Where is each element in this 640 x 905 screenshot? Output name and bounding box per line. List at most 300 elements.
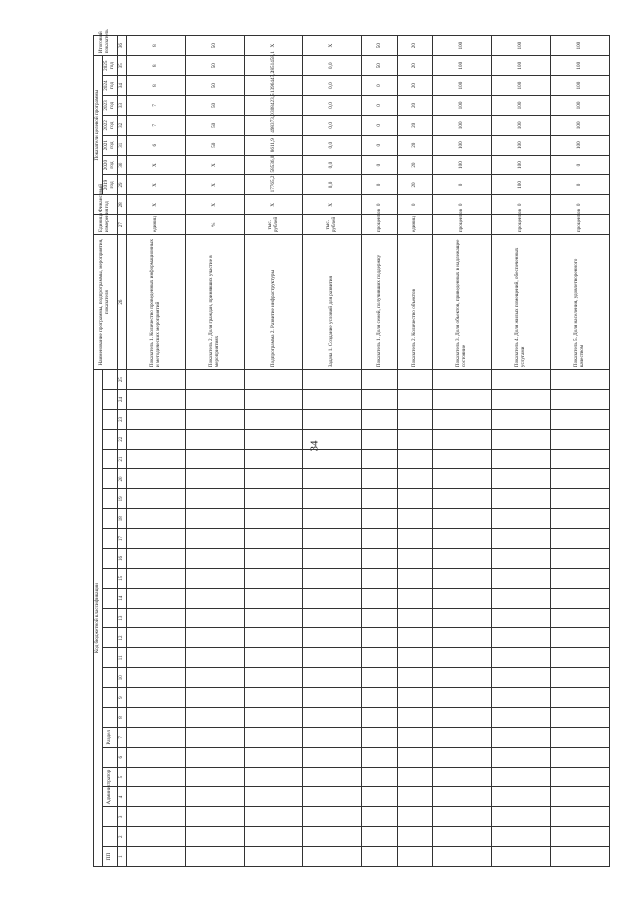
code-subheader: [102, 370, 117, 390]
code-cell: [492, 549, 551, 569]
code-cell: [397, 747, 432, 767]
indicators-table: [93, 29, 610, 867]
code-cell: [492, 529, 551, 549]
code-cell: [126, 767, 185, 787]
column-number: 14: [117, 588, 126, 608]
code-cell: [244, 628, 303, 648]
year-header: 2022 год: [102, 115, 117, 135]
indicator-name: Показатель 1. Количество проведенных информационных и методических мероприятий: [126, 235, 185, 370]
year-header: 2023 год: [102, 96, 117, 116]
code-cell: [303, 509, 362, 529]
code-cell: [397, 390, 432, 410]
code-cell: [433, 787, 492, 807]
code-cell: [303, 588, 362, 608]
code-cell: [362, 449, 397, 469]
column-number: 24: [117, 390, 126, 410]
code-cell: [551, 787, 610, 807]
name-header: Наименование программы, подпрограммы, мероприятия, показателя: [94, 235, 118, 370]
finance-cell: Х: [244, 195, 303, 215]
code-subheader: [102, 668, 117, 688]
code-cell: [126, 449, 185, 469]
final-value: 100: [551, 36, 610, 56]
code-cell: [551, 648, 610, 668]
year-value: 20: [397, 115, 432, 135]
code-subheader: [102, 469, 117, 489]
code-cell: [433, 529, 492, 549]
code-cell: [244, 549, 303, 569]
code-cell: [492, 668, 551, 688]
column-number: 3: [117, 807, 126, 827]
code-subheader: [102, 429, 117, 449]
code-cell: [397, 409, 432, 429]
year-value: Х: [126, 175, 185, 195]
column-number: 22: [117, 429, 126, 449]
year-value: 20: [397, 155, 432, 175]
code-cell: [551, 628, 610, 648]
year-value: 50: [185, 76, 244, 96]
final-value: 50: [185, 36, 244, 56]
code-cell: [397, 708, 432, 728]
code-cell: [397, 469, 432, 489]
year-value: 100: [433, 76, 492, 96]
code-cell: [244, 588, 303, 608]
code-cell: [492, 409, 551, 429]
code-cell: [303, 568, 362, 588]
column-number: 29: [117, 175, 126, 195]
year-value: 100: [492, 76, 551, 96]
code-cell: [433, 608, 492, 628]
unit-cell: тыс. рублей: [303, 215, 362, 235]
indicator-name: Показатель 5. Доля населения, удовлетворенного качеством: [551, 235, 610, 370]
code-cell: [126, 429, 185, 449]
code-cell: [492, 767, 551, 787]
year-value: 100: [492, 96, 551, 116]
code-cell: [492, 847, 551, 867]
code-cell: [551, 608, 610, 628]
code-subheader: [102, 568, 117, 588]
code-cell: [303, 628, 362, 648]
year-value: 8: [126, 76, 185, 96]
code-cell: [126, 727, 185, 747]
year-value: 0: [362, 96, 397, 116]
code-subheader: [102, 449, 117, 469]
column-number: 18: [117, 509, 126, 529]
final-value: 100: [492, 36, 551, 56]
code-cell: [126, 568, 185, 588]
code-cell: [433, 747, 492, 767]
code-cell: [244, 827, 303, 847]
year-value: 100: [551, 135, 610, 155]
indicator-name: Показатель 3. Доля объектов, приведенных в надлежащее состояние: [433, 235, 492, 370]
code-cell: [397, 370, 432, 390]
code-cell: [303, 489, 362, 509]
year-value: 50: [362, 56, 397, 76]
code-cell: [551, 409, 610, 429]
finance-header: Финансовый год: [94, 195, 118, 215]
code-cell: [433, 807, 492, 827]
year-value: 308423,5: [244, 96, 303, 116]
code-subheader: [102, 390, 117, 410]
finance-cell: 0: [433, 195, 492, 215]
table-row: [492, 36, 551, 867]
code-cell: [551, 688, 610, 708]
code-cell: [397, 588, 432, 608]
code-cell: [362, 529, 397, 549]
column-number: 32: [117, 115, 126, 135]
code-cell: [433, 370, 492, 390]
table-row: [126, 36, 185, 867]
code-cell: [397, 787, 432, 807]
year-value: Х: [185, 155, 244, 175]
code-cell: [244, 608, 303, 628]
code-cell: [244, 847, 303, 867]
code-cell: [303, 827, 362, 847]
code-cell: [126, 390, 185, 410]
code-cell: [492, 429, 551, 449]
column-number: 10: [117, 668, 126, 688]
year-value: 1851458,1: [244, 56, 303, 76]
year-value: 100: [492, 115, 551, 135]
code-cell: [185, 847, 244, 867]
code-cell: [433, 489, 492, 509]
code-cell: [397, 648, 432, 668]
code-cell: [551, 549, 610, 569]
year-value: 498373,0: [244, 115, 303, 135]
code-subheader: [102, 588, 117, 608]
pp-header: ПП: [102, 847, 117, 867]
year-value: 50: [185, 135, 244, 155]
code-subheader: [102, 529, 117, 549]
code-cell: [303, 727, 362, 747]
column-number: 28: [117, 195, 126, 215]
code-cell: [397, 509, 432, 529]
year-value: 100: [492, 56, 551, 76]
code-subheader: [102, 608, 117, 628]
column-number: 19: [117, 489, 126, 509]
code-cell: [185, 370, 244, 390]
code-cell: [244, 509, 303, 529]
year-value: 0,0: [303, 175, 362, 195]
code-cell: [362, 588, 397, 608]
indicator-name: Показатель 2. Доля граждан, принявших участие в мероприятиях: [185, 235, 244, 370]
year-value: 0,0: [303, 76, 362, 96]
code-cell: [244, 529, 303, 549]
code-cell: [397, 429, 432, 449]
unit-cell: процентов: [492, 215, 551, 235]
code-cell: [433, 568, 492, 588]
year-value: 50: [185, 56, 244, 76]
code-cell: [397, 847, 432, 867]
final-header: Итоговый показатель: [94, 36, 118, 56]
code-cell: [492, 449, 551, 469]
year-value: 100: [551, 96, 610, 116]
year-value: Х: [185, 175, 244, 195]
year-value: 0: [433, 175, 492, 195]
column-number: 27: [117, 215, 126, 235]
code-cell: [185, 549, 244, 569]
year-value: 100: [551, 56, 610, 76]
column-number: 9: [117, 688, 126, 708]
code-cell: [397, 668, 432, 688]
code-subheader: [102, 827, 117, 847]
year-value: 7: [126, 96, 185, 116]
column-number: 35: [117, 56, 126, 76]
code-cell: [492, 747, 551, 767]
code-cell: [126, 509, 185, 529]
unit-cell: тыс. рублей: [244, 215, 303, 235]
column-number: 13: [117, 608, 126, 628]
code-cell: [185, 529, 244, 549]
code-cell: [433, 549, 492, 569]
code-subheader: [102, 409, 117, 429]
column-number: 12: [117, 628, 126, 648]
column-number: 11: [117, 648, 126, 668]
code-cell: [126, 688, 185, 708]
column-number: 21: [117, 449, 126, 469]
code-cell: [185, 489, 244, 509]
year-value: Х: [126, 155, 185, 175]
code-subheader: [102, 648, 117, 668]
code-cell: [397, 688, 432, 708]
code-cell: [244, 787, 303, 807]
code-cell: [303, 688, 362, 708]
code-cell: [303, 529, 362, 549]
year-value: 100: [551, 76, 610, 96]
code-cell: [185, 727, 244, 747]
code-cell: [185, 747, 244, 767]
finance-cell: 0: [492, 195, 551, 215]
code-cell: [551, 747, 610, 767]
code-cell: [362, 727, 397, 747]
code-cell: [551, 767, 610, 787]
code-cell: [433, 409, 492, 429]
code-cell: [126, 747, 185, 767]
code-cell: [303, 608, 362, 628]
table-row: [244, 36, 303, 867]
code-cell: [397, 767, 432, 787]
code-cell: [433, 429, 492, 449]
code-cell: [185, 668, 244, 688]
finance-cell: 0: [362, 195, 397, 215]
column-number: 4: [117, 787, 126, 807]
code-cell: [244, 708, 303, 728]
column-number: 2: [117, 827, 126, 847]
code-cell: [397, 727, 432, 747]
table-row: [303, 36, 362, 867]
code-cell: [362, 767, 397, 787]
code-cell: [126, 628, 185, 648]
code-cell: [397, 568, 432, 588]
code-cell: [433, 668, 492, 688]
code-cell: [492, 608, 551, 628]
year-value: 20: [397, 56, 432, 76]
code-cell: [397, 489, 432, 509]
year-value: 17765,2: [244, 175, 303, 195]
code-cell: [492, 727, 551, 747]
code-cell: [362, 370, 397, 390]
year-value: 0: [362, 175, 397, 195]
finance-cell: Х: [185, 195, 244, 215]
code-cell: [244, 767, 303, 787]
column-number: 31: [117, 135, 126, 155]
year-value: 58536,0: [244, 155, 303, 175]
code-cell: [492, 827, 551, 847]
code-cell: [244, 409, 303, 429]
code-cell: [303, 648, 362, 668]
year-value: 100: [433, 56, 492, 76]
year-header: 2021 год: [102, 135, 117, 155]
code-cell: [244, 727, 303, 747]
code-cell: [303, 449, 362, 469]
code-cell: [185, 568, 244, 588]
indicator-name: Показатель 4. Доля жилых помещений, обеспеченных услугами: [492, 235, 551, 370]
table-row: [433, 36, 492, 867]
code-cell: [551, 529, 610, 549]
code-cell: [492, 390, 551, 410]
year-header: 2025 год: [102, 56, 117, 76]
unit-cell: процентов: [362, 215, 397, 235]
code-cell: [244, 449, 303, 469]
code-subheader: [102, 549, 117, 569]
year-value: 20: [397, 135, 432, 155]
code-cell: [126, 787, 185, 807]
code-cell: [244, 568, 303, 588]
year-value: 20: [397, 96, 432, 116]
admin-header: Администратор: [102, 787, 117, 807]
year-value: 0,0: [303, 96, 362, 116]
column-number: 15: [117, 568, 126, 588]
code-cell: [244, 390, 303, 410]
year-value: 100: [433, 155, 492, 175]
code-cell: [362, 807, 397, 827]
table-row: [362, 36, 397, 867]
code-cell: [433, 628, 492, 648]
code-cell: [433, 588, 492, 608]
column-number: 23: [117, 409, 126, 429]
code-cell: [126, 370, 185, 390]
year-value: 1396447,2: [244, 76, 303, 96]
code-cell: [492, 509, 551, 529]
page-number: 34: [308, 440, 321, 452]
code-cell: [244, 688, 303, 708]
code-cell: [433, 688, 492, 708]
column-number: 33: [117, 96, 126, 116]
year-value: 100: [433, 135, 492, 155]
code-cell: [303, 708, 362, 728]
code-cell: [492, 628, 551, 648]
code-cell: [185, 409, 244, 429]
column-number: 36: [117, 36, 126, 56]
code-cell: [126, 608, 185, 628]
code-subheader: [102, 509, 117, 529]
column-number: 30: [117, 155, 126, 175]
code-cell: [492, 708, 551, 728]
code-cell: [303, 847, 362, 867]
column-number: 1: [117, 847, 126, 867]
code-cell: [126, 469, 185, 489]
code-cell: [244, 489, 303, 509]
indicator-name: Показатель 1. Доля семей, получивших поддержку: [362, 235, 397, 370]
code-cell: [126, 827, 185, 847]
year-value: 0,0: [303, 56, 362, 76]
code-cell: [397, 628, 432, 648]
code-cell: [433, 449, 492, 469]
code-cell: [244, 807, 303, 827]
code-cell: [492, 568, 551, 588]
code-cell: [185, 767, 244, 787]
column-number: 26: [117, 235, 126, 370]
column-number: 25: [117, 370, 126, 390]
code-cell: [397, 529, 432, 549]
unit-cell: процентов: [551, 215, 610, 235]
code-cell: [185, 648, 244, 668]
code-cell: [185, 827, 244, 847]
code-cell: [433, 469, 492, 489]
column-number: 17: [117, 529, 126, 549]
code-subheader: [102, 807, 117, 827]
finance-cell: Х: [303, 195, 362, 215]
code-cell: [303, 767, 362, 787]
code-cell: [433, 708, 492, 728]
code-cell: [244, 429, 303, 449]
year-value: 0,0: [303, 135, 362, 155]
code-cell: [492, 688, 551, 708]
code-cell: [362, 429, 397, 449]
year-value: 0,0: [303, 115, 362, 135]
final-value: Х: [303, 36, 362, 56]
code-cell: [362, 747, 397, 767]
unit-cell: единиц: [397, 215, 432, 235]
code-cell: [551, 588, 610, 608]
code-cell: [397, 549, 432, 569]
column-number: 20: [117, 469, 126, 489]
code-cell: [362, 847, 397, 867]
code-cell: [551, 847, 610, 867]
year-value: 0: [362, 135, 397, 155]
code-cell: [362, 668, 397, 688]
code-cell: [433, 767, 492, 787]
column-number: 6: [117, 747, 126, 767]
code-cell: [397, 807, 432, 827]
year-value: 50: [185, 96, 244, 116]
indicators-sheet: [93, 29, 610, 867]
year-value: 100: [433, 115, 492, 135]
code-cell: [362, 549, 397, 569]
code-cell: [362, 469, 397, 489]
year-value: 0: [362, 76, 397, 96]
column-number: 16: [117, 549, 126, 569]
code-cell: [551, 429, 610, 449]
column-number: 7: [117, 727, 126, 747]
year-header: 2024 год: [102, 76, 117, 96]
year-value: 7: [126, 115, 185, 135]
code-cell: [303, 668, 362, 688]
code-cell: [362, 628, 397, 648]
unit-cell: %: [185, 215, 244, 235]
code-cell: [492, 370, 551, 390]
year-header: 2020 год: [102, 155, 117, 175]
code-cell: [244, 747, 303, 767]
code-cell: [492, 787, 551, 807]
unit-cell: процентов: [433, 215, 492, 235]
year-value: 100: [492, 175, 551, 195]
final-value: Х: [244, 36, 303, 56]
code-cell: [185, 708, 244, 728]
code-cell: [492, 588, 551, 608]
code-cell: [492, 648, 551, 668]
finance-cell: 0: [551, 195, 610, 215]
code-cell: [303, 469, 362, 489]
